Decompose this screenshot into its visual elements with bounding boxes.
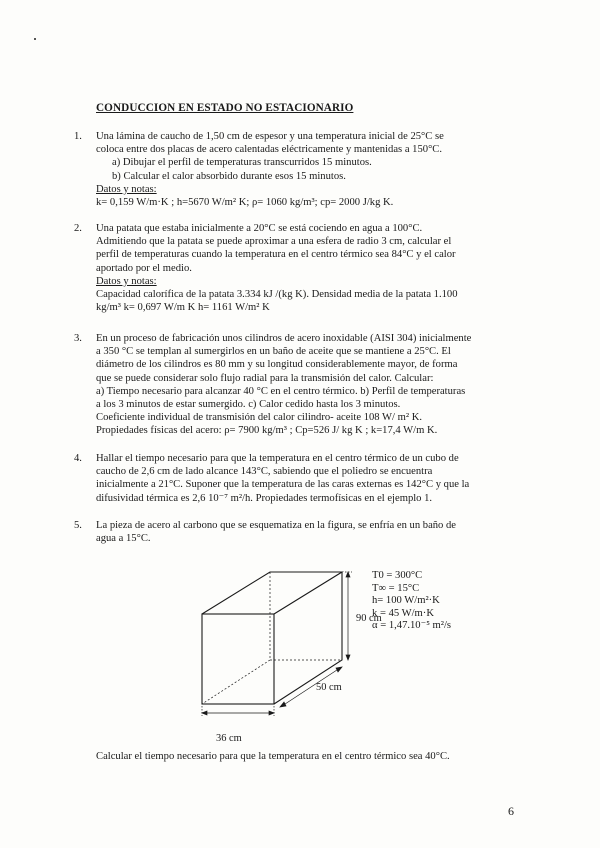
problem-4	[74, 452, 510, 505]
problem-5	[74, 519, 510, 545]
statement-line: a) Tiempo necesario para alcanzar 40 °C en el centro térmico. b) Perfil de temperaturas	[96, 385, 466, 397]
sub-question-a: a) Dibujar el perfil de temperaturas transcurridos 15 minutos.	[112, 157, 372, 169]
problem-1	[74, 130, 510, 209]
statement-line: perfil de temperaturas cuando la temperatura en el centro térmico sea 84°C y el calor	[96, 249, 456, 261]
statement-line: inicialmente a 21°C. Suponer que la temperatura de las caras externas es 142°C y que la	[96, 479, 470, 491]
statement-line: difusividad térmica es 2,6 10⁻⁷ m²/h. Propiedades termofísicas en el ejemplo 1.	[96, 492, 433, 504]
statement-line: Propiedades físicas del acero: ρ= 7900 kg/m³ ; Cp=526 J/ kg K ; k=17,4 W/m K.	[96, 425, 438, 437]
problem-number: 4.	[74, 453, 82, 464]
statement-line: a 350 °C se templan al sumergirlos en un baño de aceite que se mantiene a 25°C. El	[96, 346, 451, 358]
statement-line: Una lámina de caucho de 1,50 cm de espesor y una temperatura inicial de 25°C se	[96, 131, 444, 142]
problem-number: 1.	[74, 131, 82, 142]
depth-label: 50 cm	[316, 682, 342, 693]
property-h: h= 100 W/m²·K	[372, 595, 440, 607]
problem-statement	[96, 332, 510, 438]
problem-statement	[96, 130, 510, 156]
statement-line: caucho de 2,6 cm de lado alcance 143°C, sabiendo que el poliedro se encuentra	[96, 466, 433, 478]
problem-number: 5.	[74, 520, 82, 531]
statement-line: Hallar el tiempo necesario para que la temperatura en el centro térmico de un cubo de	[96, 453, 459, 464]
notes	[96, 183, 510, 209]
statement-line: agua a 15°C.	[96, 533, 151, 545]
problem-5-question: Calcular el tiempo necesario para que la temperatura en el centro térmico sea 40°C.	[96, 751, 450, 762]
property-fluid-temp: T∞ = 15°C	[372, 582, 420, 594]
problem-statement	[96, 452, 510, 505]
notes-text: Capacidad calorífica de la patata 3.334 kJ /(kg K). Densidad media de la patata 1.100	[96, 289, 458, 301]
scan-speck	[34, 38, 36, 40]
statement-line: diámetro de los cilindros es 80 mm y su longitud considerablemente mayor, de forma	[96, 359, 458, 371]
width-label: 36 cm	[216, 733, 242, 744]
height-dimension-line	[345, 572, 352, 660]
statement-line: coloca entre dos placas de acero calentadas eléctricamente y mantenidas a 150°C.	[96, 144, 443, 156]
notes-label: Datos y notas:	[96, 275, 157, 287]
statement-line: aportado por el medio.	[96, 262, 192, 274]
statement-line: Coeficiente individual de transmisión del calor cilindro- aceite 108 W/ m² K.	[96, 412, 422, 424]
problem-number: 3.	[74, 333, 82, 344]
problem-statement	[96, 519, 510, 545]
problem-statement	[96, 222, 510, 314]
statement-line: Una patata que estaba inicialmente a 20°C se está cociendo en agua a 100°C.	[96, 223, 423, 234]
statement-line: La pieza de acero al carbono que se esquematiza en la figura, se enfría en un baño de	[96, 520, 457, 531]
steel-block-figure	[180, 560, 375, 720]
property-k: k = 45 W/m·K	[372, 607, 434, 619]
height-label: 90 cm	[356, 613, 382, 624]
problem-2	[74, 222, 510, 314]
block-top-face	[202, 572, 342, 614]
sub-question-b: b) Calcular el calor absorbido durante esos 15 minutos.	[112, 170, 346, 182]
page-number: 6	[508, 804, 514, 818]
material-properties	[372, 570, 451, 633]
statement-line: que se puede considerar solo flujo radial para la transmisión del calor. Calcular:	[96, 372, 434, 384]
notes-text: k= 0,159 W/m·K ; h=5670 W/m² K; ρ= 1060 kg/m³; cp= 2000 J/kg K.	[96, 197, 394, 209]
statement-line: En un proceso de fabricación unos cilindros de acero inoxidable (AISI 304) inicialmente	[96, 333, 472, 344]
property-alpha: α = 1,47.10⁻⁵ m²/s	[372, 620, 452, 632]
statement-line: a los 3 minutos de estar sumergido. c) Calor cedido hasta los 3 minutos.	[96, 399, 401, 411]
block-front-face	[202, 614, 274, 704]
sub-questions	[112, 156, 510, 182]
notes-text: kg/m³ k= 0,697 W/m K h= 1161 W/m² K	[96, 302, 270, 314]
notes-label: Datos y notas:	[96, 183, 157, 195]
width-dimension-line	[202, 706, 274, 716]
problem-number: 2.	[74, 223, 82, 234]
page-title: CONDUCCION EN ESTADO NO ESTACIONARIO	[96, 102, 354, 114]
property-initial-temp: T0 = 300°C	[372, 570, 423, 581]
problem-3	[74, 332, 510, 438]
statement-line: Admitiendo que la patata se puede aproximar a una esfera de radio 3 cm, calcular el	[96, 236, 452, 248]
